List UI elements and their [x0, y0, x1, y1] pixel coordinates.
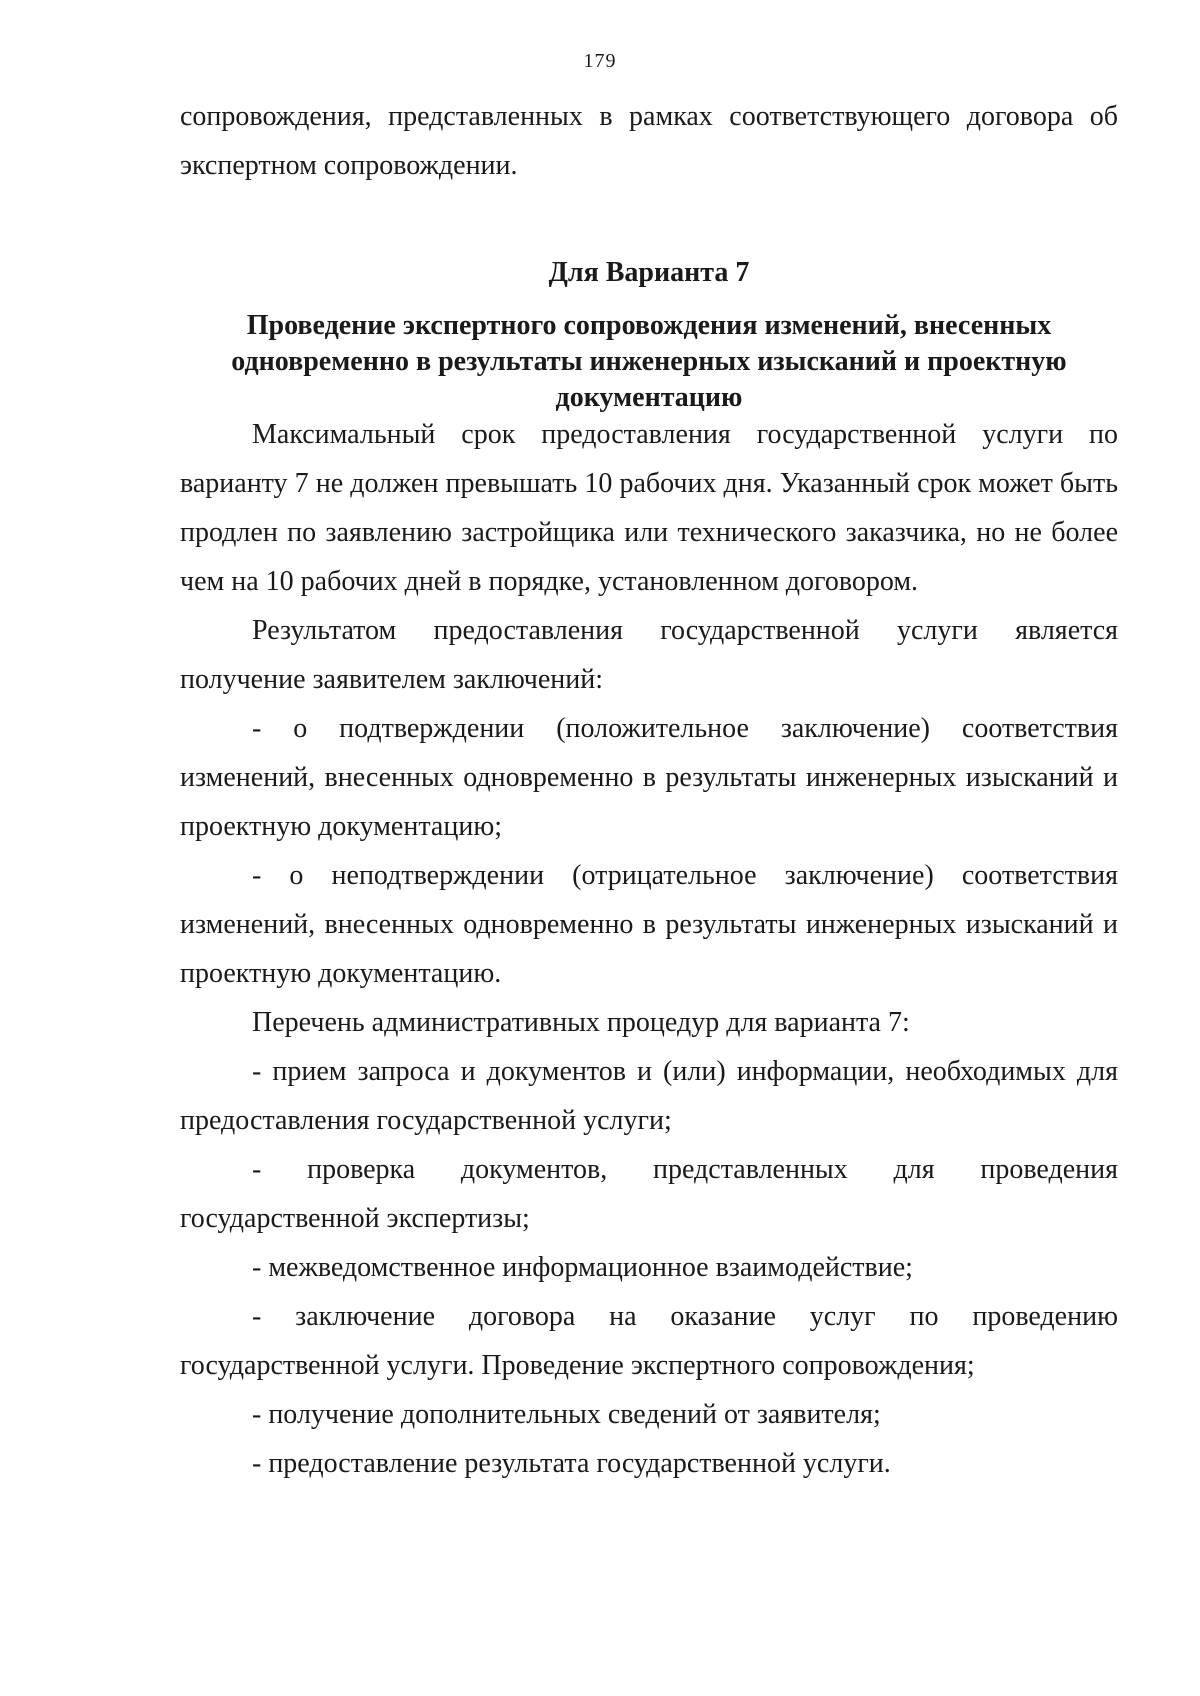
paragraph-deadline: Максимальный срок предоставления государственной услуги по варианту 7 не должен превышать 10 рабочих дня. Указанный срок может быть продлен по заявлению застройщика или технического заказчика, но не более чем на 10 рабочих дней в порядке, установленном договором.	[180, 419, 1118, 597]
list-item-reception: - прием запроса и документов и (или) информации, необходимых для предоставления государственной услуги;	[180, 1056, 1118, 1136]
paragraph-result: Результатом предоставления государственной услуги является получение заявителем заключений:	[180, 615, 1118, 695]
list-item-positive: - о подтверждении (положительное заключение) соответствия изменений, внесенных одновременно в результаты инженерных изысканий и проектную документацию;	[180, 713, 1118, 842]
list-item-additional-info: - получение дополнительных сведений от заявителя;	[252, 1399, 881, 1430]
list-item-interaction: - межведомственное информационное взаимодействие;	[252, 1252, 913, 1283]
continuation-paragraph: сопровождения, представленных в рамках соответствующего договора об экспертном сопровождении.	[180, 101, 1118, 181]
paragraph-procedures: Перечень административных процедур для варианта 7:	[252, 1007, 910, 1038]
variant-heading: Для Варианта 7	[548, 257, 750, 288]
list-item-result: - предоставление результата государственной услуги.	[252, 1448, 891, 1479]
section-title: Проведение экспертного сопровождения изменений, внесенных одновременно в результаты инженерных изысканий и проектную документацию	[231, 310, 1067, 413]
list-item-check: - проверка документов, представленных для проведения государственной экспертизы;	[180, 1154, 1118, 1234]
list-item-contract: - заключение договора на оказание услуг по проведению государственной услуги. Проведение экспертного сопровождения;	[180, 1301, 1118, 1381]
continuation-block	[180, 92, 1118, 190]
page-number: 179	[583, 50, 617, 72]
body-text	[180, 410, 1118, 1488]
list-item-negative: - о неподтверждении (отрицательное заключение) соответствия изменений, внесенных одновременно в результаты инженерных изысканий и проектную документацию.	[180, 860, 1118, 989]
